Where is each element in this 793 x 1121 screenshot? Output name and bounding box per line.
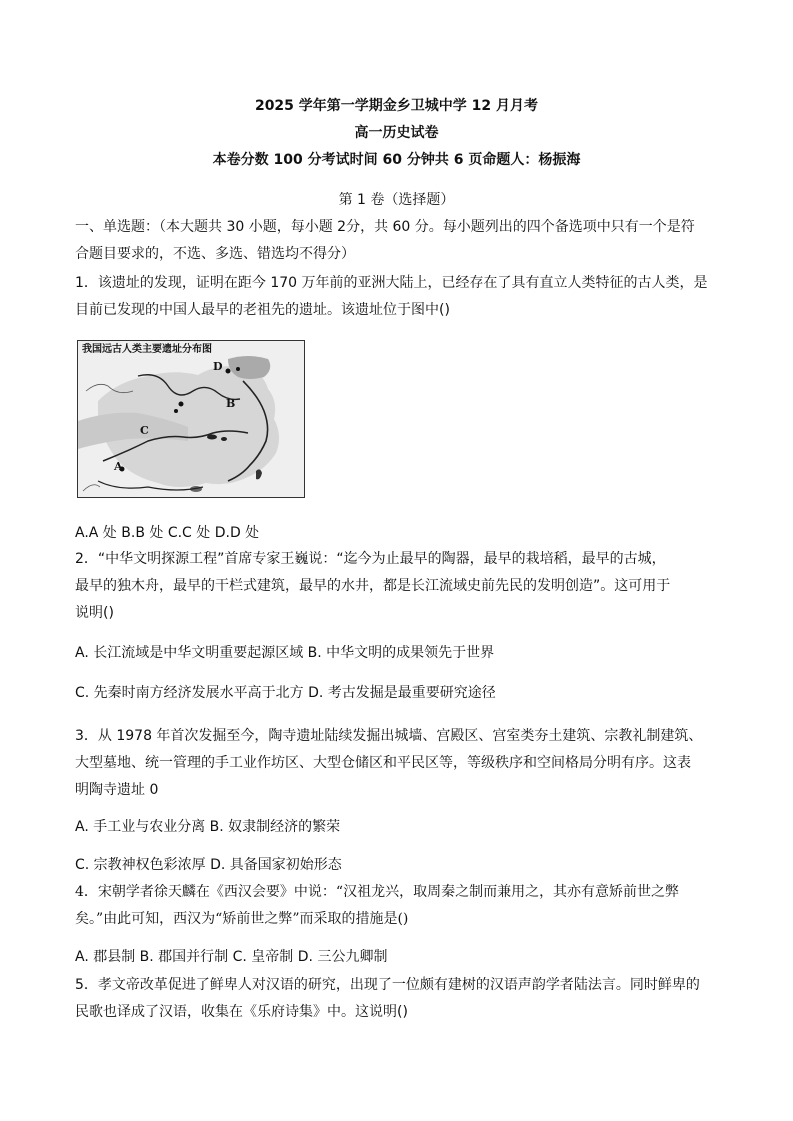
q1-stem-line2: 目前已发现的中国人最早的老祖先的遗址。该遗址位于图中() bbox=[75, 302, 450, 318]
map-label-d: D bbox=[213, 360, 223, 373]
q2-stem-line2: 最早的独木舟，最早的干栏式建筑，最早的水井，都是长江流域史前先民的发明创造”。这可用于 bbox=[75, 578, 671, 594]
map-label-b: B bbox=[226, 397, 236, 410]
q2-options-row2: C. 先秦时南方经济发展水平高于北方 D. 考古发掘是最重要研究途径 bbox=[75, 685, 496, 701]
q5-stem-line1: 5．孝文帝改革促进了鲜卑人对汉语的研究，出现了一位颇有建树的汉语声韵学者陆法言。同时鲜卑的 bbox=[75, 977, 700, 993]
q4-options: A. 郡县制 B. 郡国并行制 C. 皇帝制 D. 三公九卿制 bbox=[75, 949, 388, 965]
q1-options: A.A 处 B.B 处 C.C 处 D.D 处 bbox=[75, 525, 260, 541]
q2-options-row1: A. 长江流域是中华文明重要起源区域 B. 中华文明的成果领先于世界 bbox=[75, 645, 495, 661]
q2-stem-line3: 说明() bbox=[75, 605, 114, 621]
map-title: 我国远古人类主要遗址分布图 bbox=[82, 344, 212, 355]
q3-options-row2: C. 宗教神权色彩浓厚 D. 具备国家初始形态 bbox=[75, 857, 342, 873]
section-instructions-line1: 一、单选题：（本大题共 30 小题，每小题 2分，共 60 分。每小题列出的四个备选项中只有一个是符 bbox=[75, 219, 695, 235]
q1-stem-line1: 1．该遗址的发现，证明在距今 170 万年前的亚洲大陆上，已经存在了具有直立人类特征的古人类，是 bbox=[75, 275, 708, 291]
q2-stem-line1: 2．“中华文明探源工程”首席专家王巍说：“迄今为止最早的陶器，最早的栽培稻，最早的古城， bbox=[75, 551, 666, 567]
exam-subject: 高一历史试卷 bbox=[354, 125, 439, 141]
section-instructions-line2: 合题目要求的，不选、多选、错选均不得分） bbox=[75, 246, 355, 262]
q4-stem-line1: 4．宋朝学者徐天麟在《西汉会要》中说：“汉祖龙兴，取周秦之制而兼用之，其亦有意矫前世之弊 bbox=[75, 884, 680, 900]
q3-stem-line2: 大型墓地、统一管理的手工业作坊区、大型仓储区和平民区等，等级秩序和空间格局分明有序。这表 bbox=[75, 755, 691, 771]
china-map-drawing bbox=[78, 341, 305, 498]
q3-stem-line1: 3．从 1978 年首次发掘至今，陶寺遗址陆续发掘出城墙、宫殿区、宫室类夯土建筑、宗教礼制建筑、 bbox=[75, 728, 703, 744]
exam-info: 本卷分数 100 分考试时间 60 分钟共 6 页命题人：杨振海 bbox=[212, 152, 581, 168]
q5-stem-line2: 民歌也译成了汉语，收集在《乐府诗集》中。这说明() bbox=[75, 1004, 408, 1020]
volume-heading: 第 1 卷（选择题） bbox=[338, 192, 455, 208]
map-label-c: C bbox=[140, 424, 149, 437]
map-label-a: A bbox=[114, 460, 123, 473]
exam-title: 2025 学年第一学期金乡卫城中学 12 月月考 bbox=[254, 98, 539, 114]
q3-stem-line3: 明陶寺遗址 0 bbox=[75, 782, 159, 798]
q4-stem-line2: 矣。”由此可知，西汉为“矫前世之弊”而采取的措施是() bbox=[75, 911, 409, 927]
q3-options-row1: A. 手工业与农业分离 B. 奴隶制经济的繁荣 bbox=[75, 819, 341, 835]
q1-map-figure bbox=[77, 340, 305, 498]
